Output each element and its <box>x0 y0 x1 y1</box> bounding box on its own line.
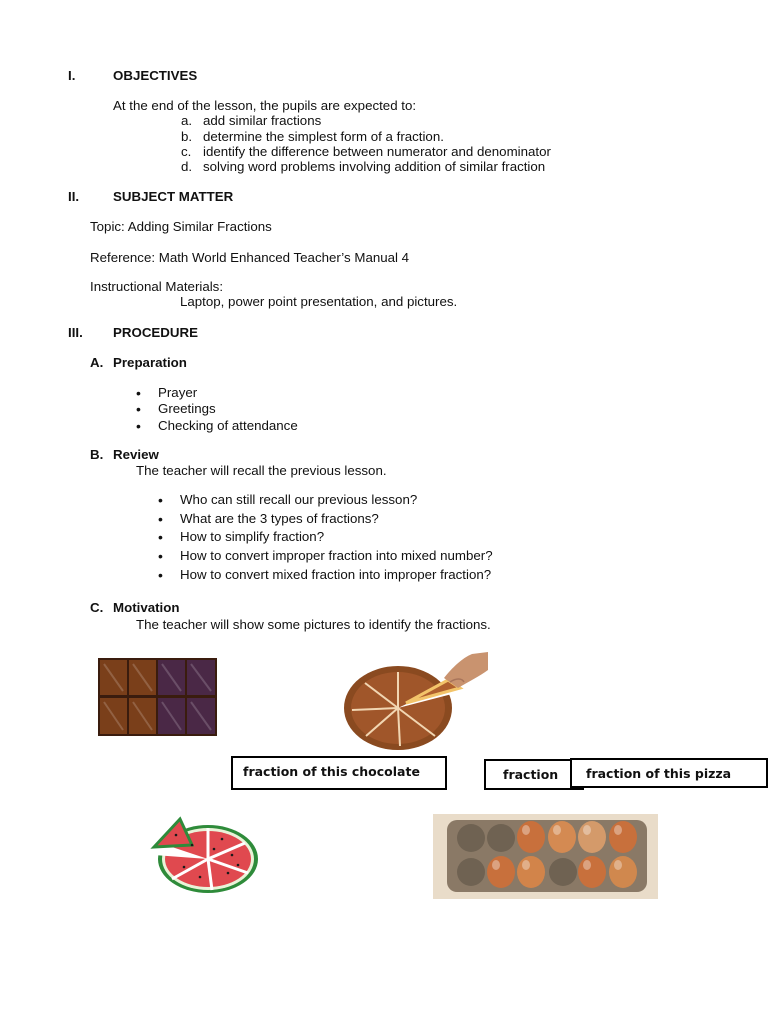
fraction-label-text: fraction <box>503 767 559 782</box>
objective-text-a: add similar fractions <box>203 113 322 128</box>
chocolate-bar-image <box>98 658 217 736</box>
motivation-letter: C. <box>90 600 104 615</box>
objectives-heading: OBJECTIVES <box>113 68 198 83</box>
topic-text: Topic: Adding Similar Fractions <box>90 219 272 234</box>
preparation-item: • Greetings <box>158 401 216 416</box>
objective-text-b: determine the simplest form of a fraction. <box>203 129 444 144</box>
motivation-heading: Motivation <box>113 600 180 615</box>
subject-matter-heading: SUBJECT MATTER <box>113 189 234 204</box>
review-heading: Review <box>113 447 159 462</box>
objective-text-d: solving word problems involving addition of similar fraction <box>203 159 546 174</box>
section-i-numeral: I. <box>68 68 76 83</box>
preparation-letter: A. <box>90 355 104 370</box>
review-item: • What are the 3 types of fractions? <box>180 511 379 526</box>
review-intro: The teacher will recall the previous lesson. <box>136 463 387 478</box>
watermelon-slices-image <box>150 815 262 897</box>
review-item: • Who can still recall our previous lesson? <box>180 492 417 507</box>
procedure-heading: PROCEDURE <box>113 325 198 340</box>
pizza-fraction-label-text: fraction of this pizza <box>586 765 732 781</box>
materials-label: Instructional Materials: <box>90 279 224 294</box>
reference-text: Reference: Math World Enhanced Teacher’s Manual 4 <box>90 250 410 265</box>
objectives-intro: At the end of the lesson, the pupils are expected to: <box>113 98 417 113</box>
objective-text-c: identify the difference between numerator and denominator <box>203 144 551 159</box>
review-item: • How to convert improper fraction into mixed number? <box>180 548 493 563</box>
pizza-fraction-label <box>570 758 768 788</box>
materials-text: Laptop, power point presentation, and pictures. <box>180 294 458 309</box>
section-iii-numeral: III. <box>68 325 83 340</box>
preparation-heading: Preparation <box>113 355 187 370</box>
chocolate-fraction-label <box>231 756 447 790</box>
objective-letter-a: a. <box>181 113 193 128</box>
motivation-intro: The teacher will show some pictures to identify the fractions. <box>136 617 491 632</box>
review-item: • How to convert mixed fraction into improper fraction? <box>180 567 491 582</box>
pie-slice-image <box>340 648 490 752</box>
review-letter: B. <box>90 447 104 462</box>
egg-carton-image <box>433 814 658 899</box>
preparation-item: • Prayer <box>158 385 197 400</box>
chocolate-fraction-label-text: fraction of this chocolate <box>243 764 420 779</box>
fraction-label <box>484 759 584 790</box>
section-ii-numeral: II. <box>68 189 80 204</box>
objective-letter-d: d. <box>181 159 193 174</box>
review-item: • How to simplify fraction? <box>180 529 324 544</box>
objective-letter-b: b. <box>181 129 193 144</box>
preparation-item: • Checking of attendance <box>158 418 298 433</box>
objective-letter-c: c. <box>181 144 192 159</box>
